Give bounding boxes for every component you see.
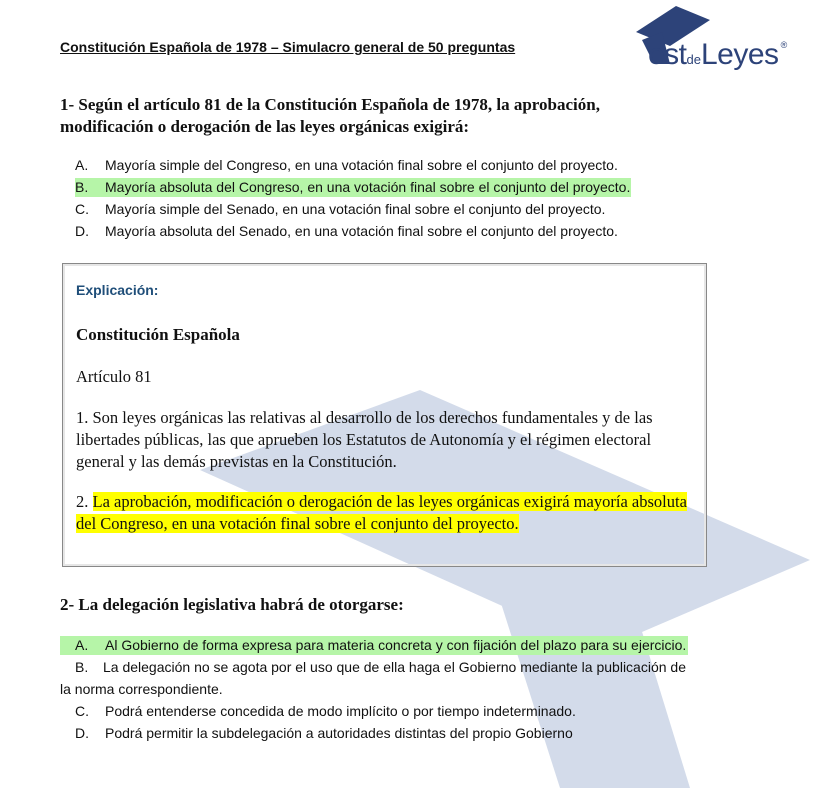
option-text: La delegación no se agota por el uso que de ella haga el Gobierno mediante la publicación de la norma correspondiente. bbox=[60, 659, 686, 697]
option-1c[interactable] bbox=[75, 198, 631, 220]
logo-registered-mark: ® bbox=[780, 40, 788, 50]
option-2d[interactable] bbox=[60, 722, 700, 744]
option-letter: B. bbox=[75, 179, 89, 195]
option-1a[interactable] bbox=[75, 154, 631, 176]
explanation-paragraph-1: 1. Son leyes orgánicas las relativas al desarrollo de los derechos fundamentales y de las libertades públicas, las que aprueben los Estatutos de Autonomía y el régimen electoral general y las demás previstas en la Constitución. bbox=[76, 408, 653, 471]
option-text: Podrá entenderse concedida de modo implícito o por tiempo indeterminado. bbox=[105, 703, 576, 719]
option-text: Mayoría absoluta del Congreso, en una votación final sobre el conjunto del proyecto. bbox=[105, 179, 631, 195]
option-letter: C. bbox=[75, 703, 89, 719]
explanation-label: Explicación: bbox=[76, 282, 159, 298]
option-2c[interactable] bbox=[60, 700, 700, 722]
option-letter: B. bbox=[75, 659, 89, 675]
option-letter: A. bbox=[75, 637, 89, 653]
testdeleyes-logo bbox=[632, 6, 828, 76]
question-1-text: 1- Según el artículo 81 de la Constitución Española de 1978, la aprobación, modificación o derogación de las leyes orgánicas exigirá: bbox=[60, 95, 600, 136]
explanation-article: Artículo 81 bbox=[76, 367, 152, 386]
logo-part-est: est bbox=[648, 38, 687, 71]
option-text: Al Gobierno de forma expresa para materia concreta y con fijación del plazo para su ejercicio. bbox=[105, 637, 687, 653]
option-letter: D. bbox=[75, 223, 89, 239]
correct-answer-highlight bbox=[75, 178, 631, 197]
option-letter: C. bbox=[75, 201, 89, 217]
option-text: Mayoría absoluta del Senado, en una votación final sobre el conjunto del proyecto. bbox=[105, 223, 618, 239]
explanation-box bbox=[62, 263, 707, 567]
explanation-paragraph-2 bbox=[76, 491, 698, 535]
option-2a[interactable] bbox=[60, 634, 700, 656]
option-1b[interactable] bbox=[75, 176, 631, 198]
explanation-law-title: Constitución Española bbox=[76, 325, 240, 344]
logo-part-de: de bbox=[686, 52, 701, 67]
option-text: Mayoría simple del Senado, en una votación final sobre el conjunto del proyecto. bbox=[105, 201, 606, 217]
option-2b[interactable] bbox=[60, 656, 700, 700]
option-text: Podrá permitir la subdelegación a autoridades distintas del propio Gobierno bbox=[105, 725, 573, 741]
option-text: Mayoría simple del Congreso, en una votación final sobre el conjunto del proyecto. bbox=[105, 157, 618, 173]
question-1-options bbox=[75, 154, 631, 242]
question-2-text: 2- La delegación legislativa habrá de otorgarse: bbox=[60, 595, 404, 614]
paragraph-number: 2. bbox=[76, 492, 93, 511]
option-letter: D. bbox=[75, 725, 89, 741]
option-1d[interactable] bbox=[75, 220, 631, 242]
option-letter: A. bbox=[75, 157, 89, 173]
highlighted-legal-text: La aprobación, modificación o derogación de las leyes orgánicas exigirá mayoría absoluta del Congreso, en una votación final sobre el conjunto del proyecto. bbox=[76, 492, 687, 533]
correct-answer-highlight bbox=[60, 636, 688, 655]
logo-wordmark bbox=[648, 38, 788, 72]
document-title: Constitución Española de 1978 – Simulacro general de 50 preguntas bbox=[60, 39, 516, 55]
logo-part-leyes: Leyes bbox=[701, 38, 779, 71]
question-2-options bbox=[60, 634, 700, 744]
